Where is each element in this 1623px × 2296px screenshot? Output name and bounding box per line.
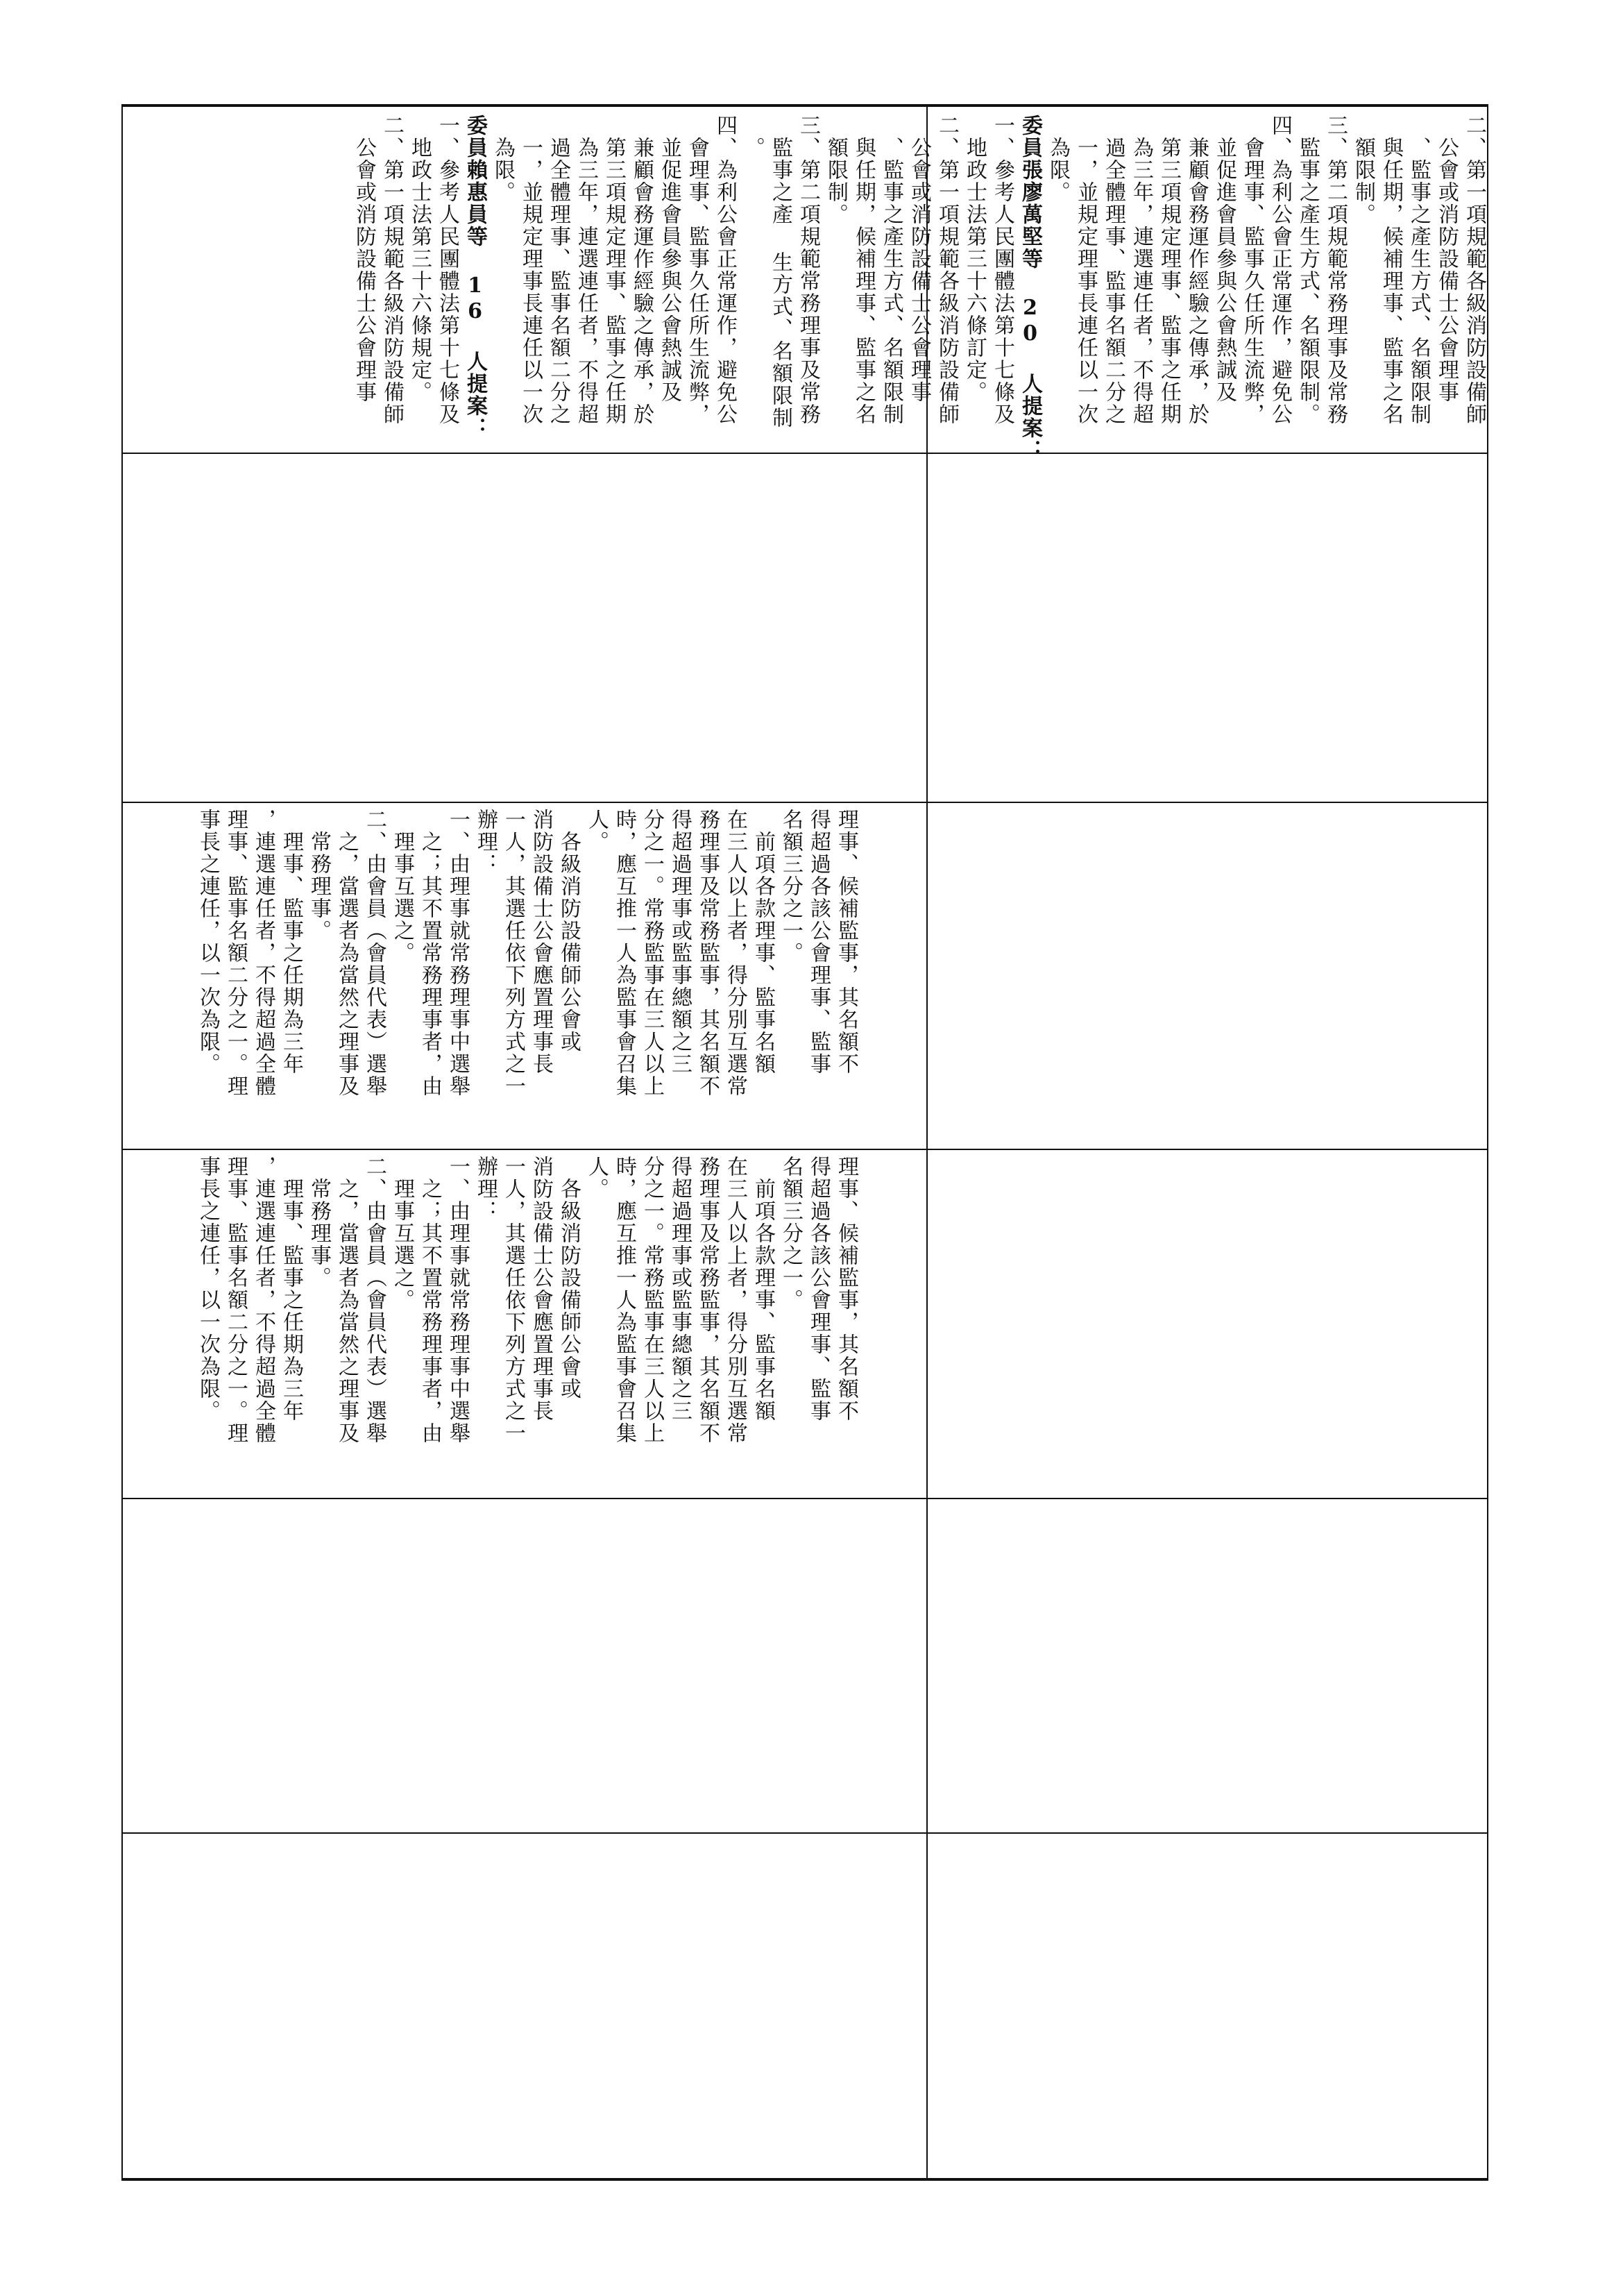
explanation-line: 額限制。 <box>824 115 848 226</box>
article-line: 理事、監事名額二分之一。理 <box>223 809 248 1097</box>
article-line: 一人，其選任依下列方式之一 <box>501 1156 525 1444</box>
explanation-line: 地政士法第三十六條訂定。 <box>962 115 987 403</box>
article-line: 理事互選之。 <box>390 809 414 964</box>
explanation-line: 與任期，候補理事、監事之名 <box>851 115 876 425</box>
article-line: 前項各款理事、監事名額 <box>751 809 775 1075</box>
explanation-line: 一，並規定理事長連任以一次 <box>518 115 543 425</box>
explanation-line: 公會或消防設備士公會理事 <box>907 115 931 403</box>
explanation-line: 為三年，連選連任者，不得超 <box>574 115 598 425</box>
row-separator-3 <box>121 1149 1488 1150</box>
article-line: 常務理事。 <box>307 809 331 942</box>
left-border <box>121 104 123 2181</box>
explanation-line: 公會或消防設備士公會理事 <box>352 115 376 403</box>
article-line: 分之一。常務監事在三人以上 <box>640 809 664 1097</box>
article-line: 二、由會員（會員代表）選舉 <box>362 1156 386 1444</box>
explanation-line: 兼顧會務運作經驗之傳承，於 <box>629 115 654 425</box>
article-line: 得超過理事或監事總額之三 <box>668 1156 692 1422</box>
bottom-border <box>121 2178 1488 2181</box>
row-separator-1 <box>121 453 1488 454</box>
article-line: 理事、監事名額二分之一。理 <box>223 1156 248 1444</box>
article-line: 在三人以上者，得分別互選常 <box>723 809 747 1097</box>
article-line: 之，當選者為當然之理事及 <box>334 809 359 1097</box>
article-line: 常務理事。 <box>307 1156 331 1289</box>
article-line: 務理事及常務監事，其名額不 <box>695 1156 720 1444</box>
explanation-line: 過全體理事、監事名額二分之 <box>1101 115 1125 425</box>
explanation-line: 並促進會員參與公會熱誠及 <box>1212 115 1237 403</box>
article-line: 一人，其選任依下列方式之一 <box>501 809 525 1097</box>
explanation-line: 四、為利公會正常運作，避免公 <box>1268 115 1292 425</box>
explanation-line: 為限。 <box>491 115 515 203</box>
article-line: 一、由理事就常務理事中選舉 <box>445 1156 470 1444</box>
article-line: 消防設備士公會應置理事長 <box>529 809 553 1075</box>
article-line: ，連選連任者，不得超過全體 <box>251 1156 275 1444</box>
article-line: 理事互選之。 <box>390 1156 414 1311</box>
article-line: 得超過各該公會理事、監事 <box>806 1156 831 1422</box>
article-line: 事長之連任，以一次為限。 <box>196 1156 220 1422</box>
explanation-line: 地政士法第三十六條規定。 <box>407 115 432 403</box>
explanation-line: 四、為利公會正常運作，避免公 <box>713 115 737 425</box>
article-line: 理事、監事之任期為三年 <box>279 1156 303 1422</box>
article-line: ，連選連任者，不得超過全體 <box>251 809 275 1097</box>
article-line: 辦理： <box>473 1156 498 1222</box>
article-line: 在三人以上者，得分別互選常 <box>723 1156 747 1444</box>
article-line: 理事、候補監事，其名額不 <box>834 1156 858 1422</box>
article-line: 之，當選者為當然之理事及 <box>334 1156 359 1444</box>
article-line: 前項各款理事、監事名額 <box>751 1156 775 1422</box>
article-line: 名額三分之一。 <box>779 809 803 964</box>
article-line: 務理事及常務監事，其名額不 <box>695 809 720 1097</box>
article-line: 人。 <box>584 1156 609 1200</box>
explanation-line: 二、第一項規範各級消防設備師 <box>935 115 959 425</box>
article-line: 各級消防設備師公會或 <box>556 1156 581 1400</box>
article-line: 名額三分之一。 <box>779 1156 803 1311</box>
proposal-heading: 委員張廖萬堅等 20 人提案： <box>1018 115 1042 462</box>
left-article-column <box>194 1156 860 1489</box>
explanation-line: 一、參考人民團體法第十七條及 <box>990 115 1014 425</box>
explanation-line: 、監事之產生方式、名額限制 <box>1407 115 1431 425</box>
article-line: 辦理： <box>473 809 498 875</box>
article-line: 得超過各該公會理事、監事 <box>806 809 831 1075</box>
article-line: 分之一。常務監事在三人以上 <box>640 1156 664 1444</box>
explanation-line: 第三項規定理事、監事之任期 <box>602 115 626 425</box>
explanation-line: 會理事、監事久任所生流弊， <box>1240 115 1264 425</box>
article-line: 之；其不置常務理事者，由 <box>418 1156 442 1444</box>
explanation-line: 額限制。 <box>1351 115 1375 226</box>
explanation-column <box>350 115 1488 462</box>
explanation-line: 一，並規定理事長連任以一次 <box>1073 115 1098 425</box>
explanation-line: 過全體理事、監事名額二分之 <box>546 115 570 425</box>
explanation-line: 會理事、監事久任所生流弊， <box>685 115 709 425</box>
explanation-line: 監事之產生方式、名額限制。 <box>1295 115 1320 425</box>
explanation-line: 為三年，連選連任者，不得超 <box>1129 115 1153 425</box>
article-line: 一、由理事就常務理事中選舉 <box>445 809 470 1097</box>
article-line: 各級消防設備師公會或 <box>556 809 581 1053</box>
explanation-line: 三、第二項規範常務理事及常務 <box>1323 115 1348 425</box>
row-separator-5 <box>121 1832 1488 1834</box>
article-line: 理事、監事之任期為三年 <box>279 809 303 1075</box>
explanation-line: 與任期，候補理事、監事之名 <box>1379 115 1403 425</box>
explanation-line: 、監事之產生方式、名額限制 <box>879 115 903 425</box>
article-line: 理事、候補監事，其名額不 <box>834 809 858 1075</box>
explanation-line: 一、參考人民團體法第十七條及 <box>435 115 459 425</box>
explanation-line: 。 <box>740 115 765 159</box>
article-line: 二、由會員（會員代表）選舉 <box>362 809 386 1097</box>
explanation-line: 第三項規定理事、監事之任期 <box>1157 115 1181 425</box>
proposal-heading: 委員賴惠員等 16 人提案： <box>463 115 487 439</box>
row-separator-2 <box>121 802 1488 803</box>
top-border <box>121 104 1488 107</box>
explanation-line: 公會或消防設備士公會理事 <box>1434 115 1459 403</box>
row-separator-4 <box>121 1498 1488 1499</box>
article-line: 得超過理事或監事總額之三 <box>668 809 692 1075</box>
explanation-line: 監事之產 生方式、名額限制 <box>768 115 792 429</box>
middle-article-column <box>194 809 860 1142</box>
explanation-line: 二、第一項規範各級消防設備師 <box>380 115 404 425</box>
explanation-line: 三、第二項規範常務理事及常務 <box>796 115 820 425</box>
explanation-line: 並促進會員參與公會熱誠及 <box>657 115 681 403</box>
article-line: 時，應互推一人為監事會召集 <box>612 1156 636 1444</box>
article-line: 時，應互推一人為監事會召集 <box>612 809 636 1097</box>
article-line: 消防設備士公會應置理事長 <box>529 1156 553 1422</box>
article-line: 事長之連任，以一次為限。 <box>196 809 220 1075</box>
explanation-line: 為限。 <box>1046 115 1070 203</box>
explanation-line: 二、第一項規範各級消防設備師 <box>1462 115 1486 425</box>
article-line: 之；其不置常務理事者，由 <box>418 809 442 1097</box>
article-line: 人。 <box>584 809 609 853</box>
explanation-line: 兼顧會務運作經驗之傳承，於 <box>1184 115 1209 425</box>
